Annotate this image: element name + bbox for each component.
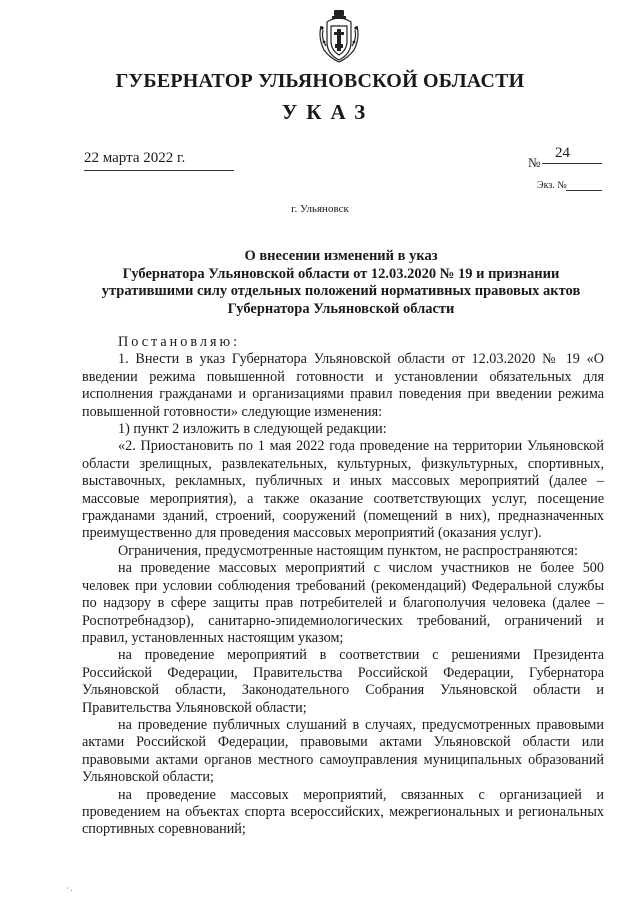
body-paragraph: на проведение массовых мероприятий, связанных с организацией и проведением на объектах спорта всероссийских, межрегиональных и региональных спортивных соревнований; — [82, 786, 604, 838]
body-paragraph: 1. Внести в указ Губернатора Ульяновской области от 12.03.2020 № 19 «О введении режима повышенной готовности и установлении обязательных для исполнения гражданами и организациями правил поведения при введении режима повышенной готовности» следующие изменения: — [82, 351, 604, 420]
date-underline — [84, 170, 234, 171]
decree-date: 22 марта 2022 г. — [84, 150, 186, 166]
body-paragraph: Ограничения, предусмотренные настоящим пунктом, не распространяются: — [118, 542, 578, 559]
scan-artifact: · . — [66, 884, 73, 893]
city-name: г. Ульяновск — [291, 203, 349, 215]
decree-subject — [80, 248, 602, 318]
decree-body — [82, 334, 604, 839]
issuer-title: ГУБЕРНАТОР УЛЬЯНОВСКОЙ ОБЛАСТИ — [115, 70, 525, 92]
subject-line: Губернатора Ульяновской области от 12.03.2020 № 19 и признании — [122, 265, 560, 282]
body-paragraph: на проведение массовых мероприятий с числом участников не более 500 человек при условии соблюдения требований (рекомендаций) Федеральной службы по надзору в сфере защиты прав потребителей и благополучия человека (далее – Роспотребнадзор), санитарно-эпидемиологических требований, ограничений и правил, установленных настоящим указом; — [82, 560, 604, 646]
body-paragraph: на проведение мероприятий в соответствии с решениями Президента Российской Федерации, Правительства Российской Федерации, Губернатора Ульяновской области, Законодательного Собрания Ульяновской области и Правительства Ульяновской области; — [82, 647, 604, 716]
body-paragraph: на проведение публичных слушаний в случаях, предусмотренных правовыми актами Российской Федерации, правовыми актами Ульяновской области или правовыми актами органов местного самоуправления муниципальных образований Ульяновской области; — [82, 716, 604, 786]
resolve-statement: Постановляю: — [118, 334, 241, 350]
coat-of-arms-icon — [316, 8, 362, 64]
number-label: № — [528, 155, 541, 170]
subject-line: Губернатора Ульяновской области — [227, 300, 455, 317]
subject-line: утратившими силу отдельных положений нормативных правовых актов — [101, 283, 581, 299]
copy-number-underline — [566, 190, 602, 191]
decree-number: 24 — [555, 145, 570, 161]
number-underline — [542, 163, 602, 164]
document-type-title: УКАЗ — [281, 100, 375, 124]
body-paragraph: 1) пункт 2 изложить в следующей редакции: — [118, 421, 387, 438]
copy-number-label: Экз. № — [537, 180, 567, 191]
body-paragraph: «2. Приостановить по 1 мая 2022 года проведение на территории Ульяновской области зрелищных, развлекательных, культурных, физкультурных, спортивных, выставочных, рекламных, публичных и иных массовых мероприятий (далее – массовые мероприятия), а также оказание соответствующих услуг, посещение гражданами зданий, строений, сооружений (помещений в них), предназначенных преимущественно для проведения массовых мероприятий (оказания услуг). — [82, 438, 604, 542]
subject-line: О внесении изменений в указ — [244, 248, 438, 264]
